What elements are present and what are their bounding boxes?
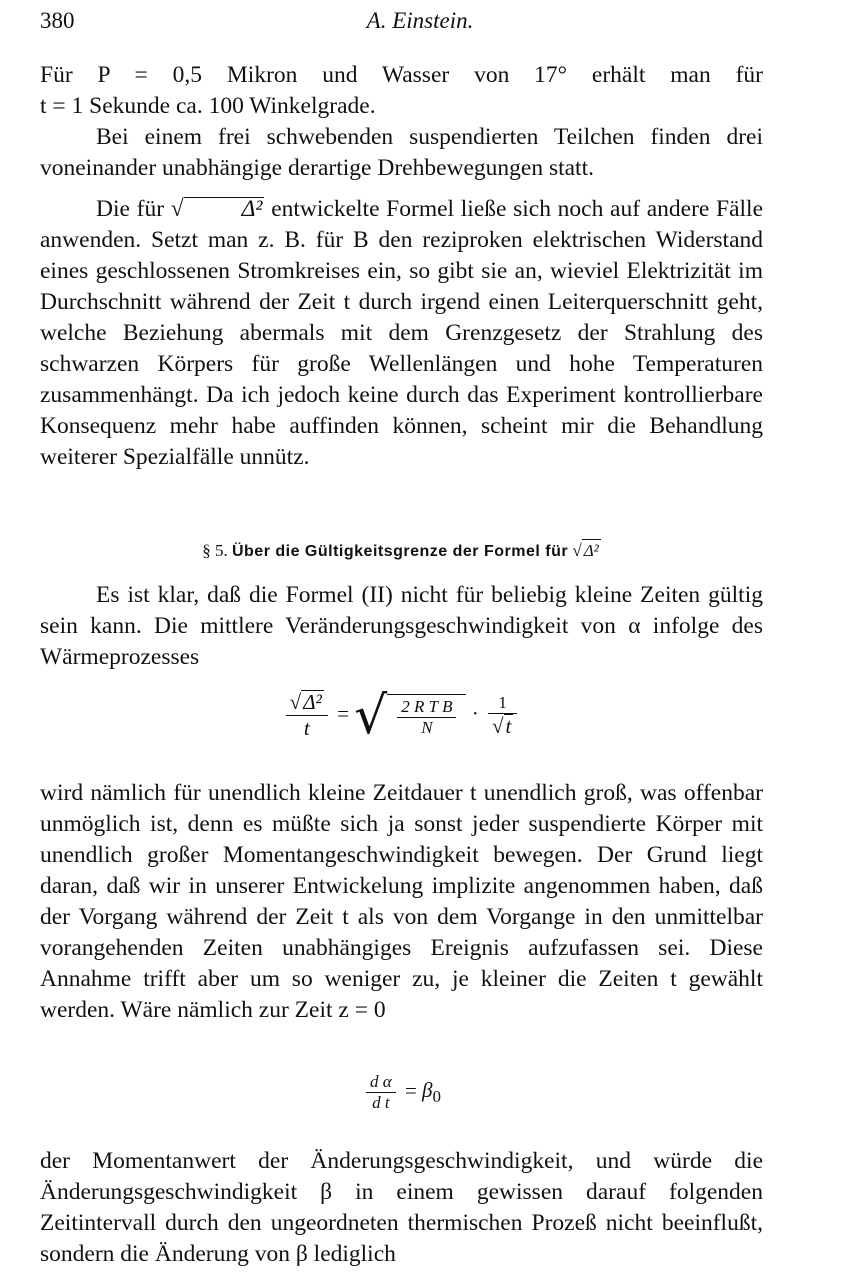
section-sqrt-content: Δ²	[583, 541, 599, 560]
eq2-rhs	[422, 1078, 441, 1107]
eq1-lhs-numerator	[286, 690, 328, 716]
equation-2	[40, 1072, 763, 1113]
eq2-equals: =	[404, 1078, 417, 1103]
page-number: 380	[40, 8, 75, 33]
paragraph-3	[40, 194, 763, 473]
paragraph-1	[40, 60, 763, 122]
section-sqrt-symbol: √	[572, 541, 582, 560]
paragraph-1-line-1: Für P = 0,5 Mikron und Wasser von 17° erhält man für	[40, 62, 763, 88]
paragraph-3-lead: Die für	[96, 196, 165, 222]
running-head: A. Einstein.	[366, 8, 474, 33]
paragraph-6	[40, 1146, 763, 1270]
eq1-second-numerator: 1	[488, 693, 517, 714]
paragraph-5-text: wird nämlich für unendlich kleine Zeitdauer t unendlich groß, was offenbar unmöglich ist, denn es müßte sich ja sonst jeder suspendierte Körper mit unendlich großer Momentangeschwindigkeit bewegen. Der Grund liegt daran, daß wir in unserer Entwickelung implizite angenommen haben, daß der Vorgang während der Zeit t als von dem Vorgange in den unmittelbar vorangehenden Zeiten unabhängiges Ereignis aufzufassen sei. Diese Annahme trifft aber um so weniger zu, je kleiner die Zeiten t gewählt werden. Wäre nämlich zur Zeit z = 0	[40, 780, 763, 1023]
eq1-second-sqrt-content: t	[505, 713, 512, 738]
sqrt-delta-squared: Δ²	[184, 197, 265, 220]
eq1-big-sqrt	[354, 685, 466, 746]
eq1-dot: ·	[471, 701, 479, 726]
equation-1	[40, 685, 763, 746]
paragraph-2	[40, 122, 763, 184]
paragraph-2-text: Bei einem frei schwebenden suspendierten Teilchen finden drei voneinander unabhängige derartige Drehbewegungen statt.	[40, 124, 763, 181]
sqrt-symbol: √	[170, 196, 184, 222]
eq1-sqrt-symbol: √	[289, 690, 302, 714]
eq1-big-sqrt-content	[387, 694, 466, 738]
paragraph-4	[40, 580, 763, 673]
eq1-radicand-numerator: 2 R T B	[397, 697, 456, 718]
paragraph-6-text: der Momentanwert der Änderungsgeschwindigkeit, und würde die Änderungsgeschwindigkeit β in einem gewissen darauf folgenden Zeitintervall durch den ungeordneten thermischen Prozeß nicht beeinflußt, sondern die Änderung von β lediglich	[40, 1148, 763, 1267]
eq1-lhs-fraction	[286, 690, 328, 741]
section-title: Über die Gültigkeitsgrenze der Formel für	[231, 543, 569, 560]
section-heading	[40, 536, 763, 567]
eq1-radicand-fraction	[397, 697, 456, 738]
eq1-radicand-denominator: N	[421, 717, 433, 737]
eq1-second-fraction	[488, 693, 517, 739]
eq1-lhs-denominator: t	[303, 716, 310, 740]
eq1-second-denominator	[488, 714, 517, 739]
eq2-beta: β	[422, 1078, 433, 1103]
paragraph-3-text	[40, 194, 763, 473]
eq1-second-sqrt-symbol: √	[491, 713, 504, 738]
paragraph-3-body: entwickelte Formel ließe sich noch auf andere Fälle anwenden. Setzt man z. B. für B den reziproken elektrischen Widerstand eines geschlossenen Stromkreises ein, so gibt sie an, wieviel Elektrizität im Durchschnitt während der Zeit t durch irgend einen Leiterquerschnitt geht, welche Beziehung abermals mit dem Grenzgesetz der Strahlung des schwarzen Körpers für große Wellenlängen und hohe Temperaturen zusammenhängt. Da ich jedoch keine durch das Experiment kontrollierbare Konsequenz mehr habe auffinden können, scheint mir die Behandlung weiterer Spezialfälle unnütz.	[40, 196, 764, 470]
paragraph-1-line-2: t = 1 Sekunde ca. 100 Winkelgrade.	[40, 93, 376, 119]
eq2-denominator: d t	[372, 1093, 390, 1112]
eq1-equals: =	[337, 701, 349, 726]
eq1-big-sqrt-symbol: √	[354, 685, 388, 746]
paragraph-4-text: Es ist klar, daß die Formel (II) nicht für beliebig kleine Zeiten gültig sein kann. Die mittlere Veränderungsgeschwindigkeit von α infolge des Wärmeprozesses	[40, 582, 763, 670]
eq1-lhs-sqrt-content: Δ²	[303, 690, 322, 714]
eq2-subscript: 0	[432, 1087, 441, 1107]
eq2-fraction	[366, 1072, 396, 1113]
page-header	[40, 8, 800, 38]
paragraph-5	[40, 778, 763, 1026]
section-number: § 5.	[202, 541, 228, 560]
eq2-numerator: d α	[366, 1072, 396, 1093]
